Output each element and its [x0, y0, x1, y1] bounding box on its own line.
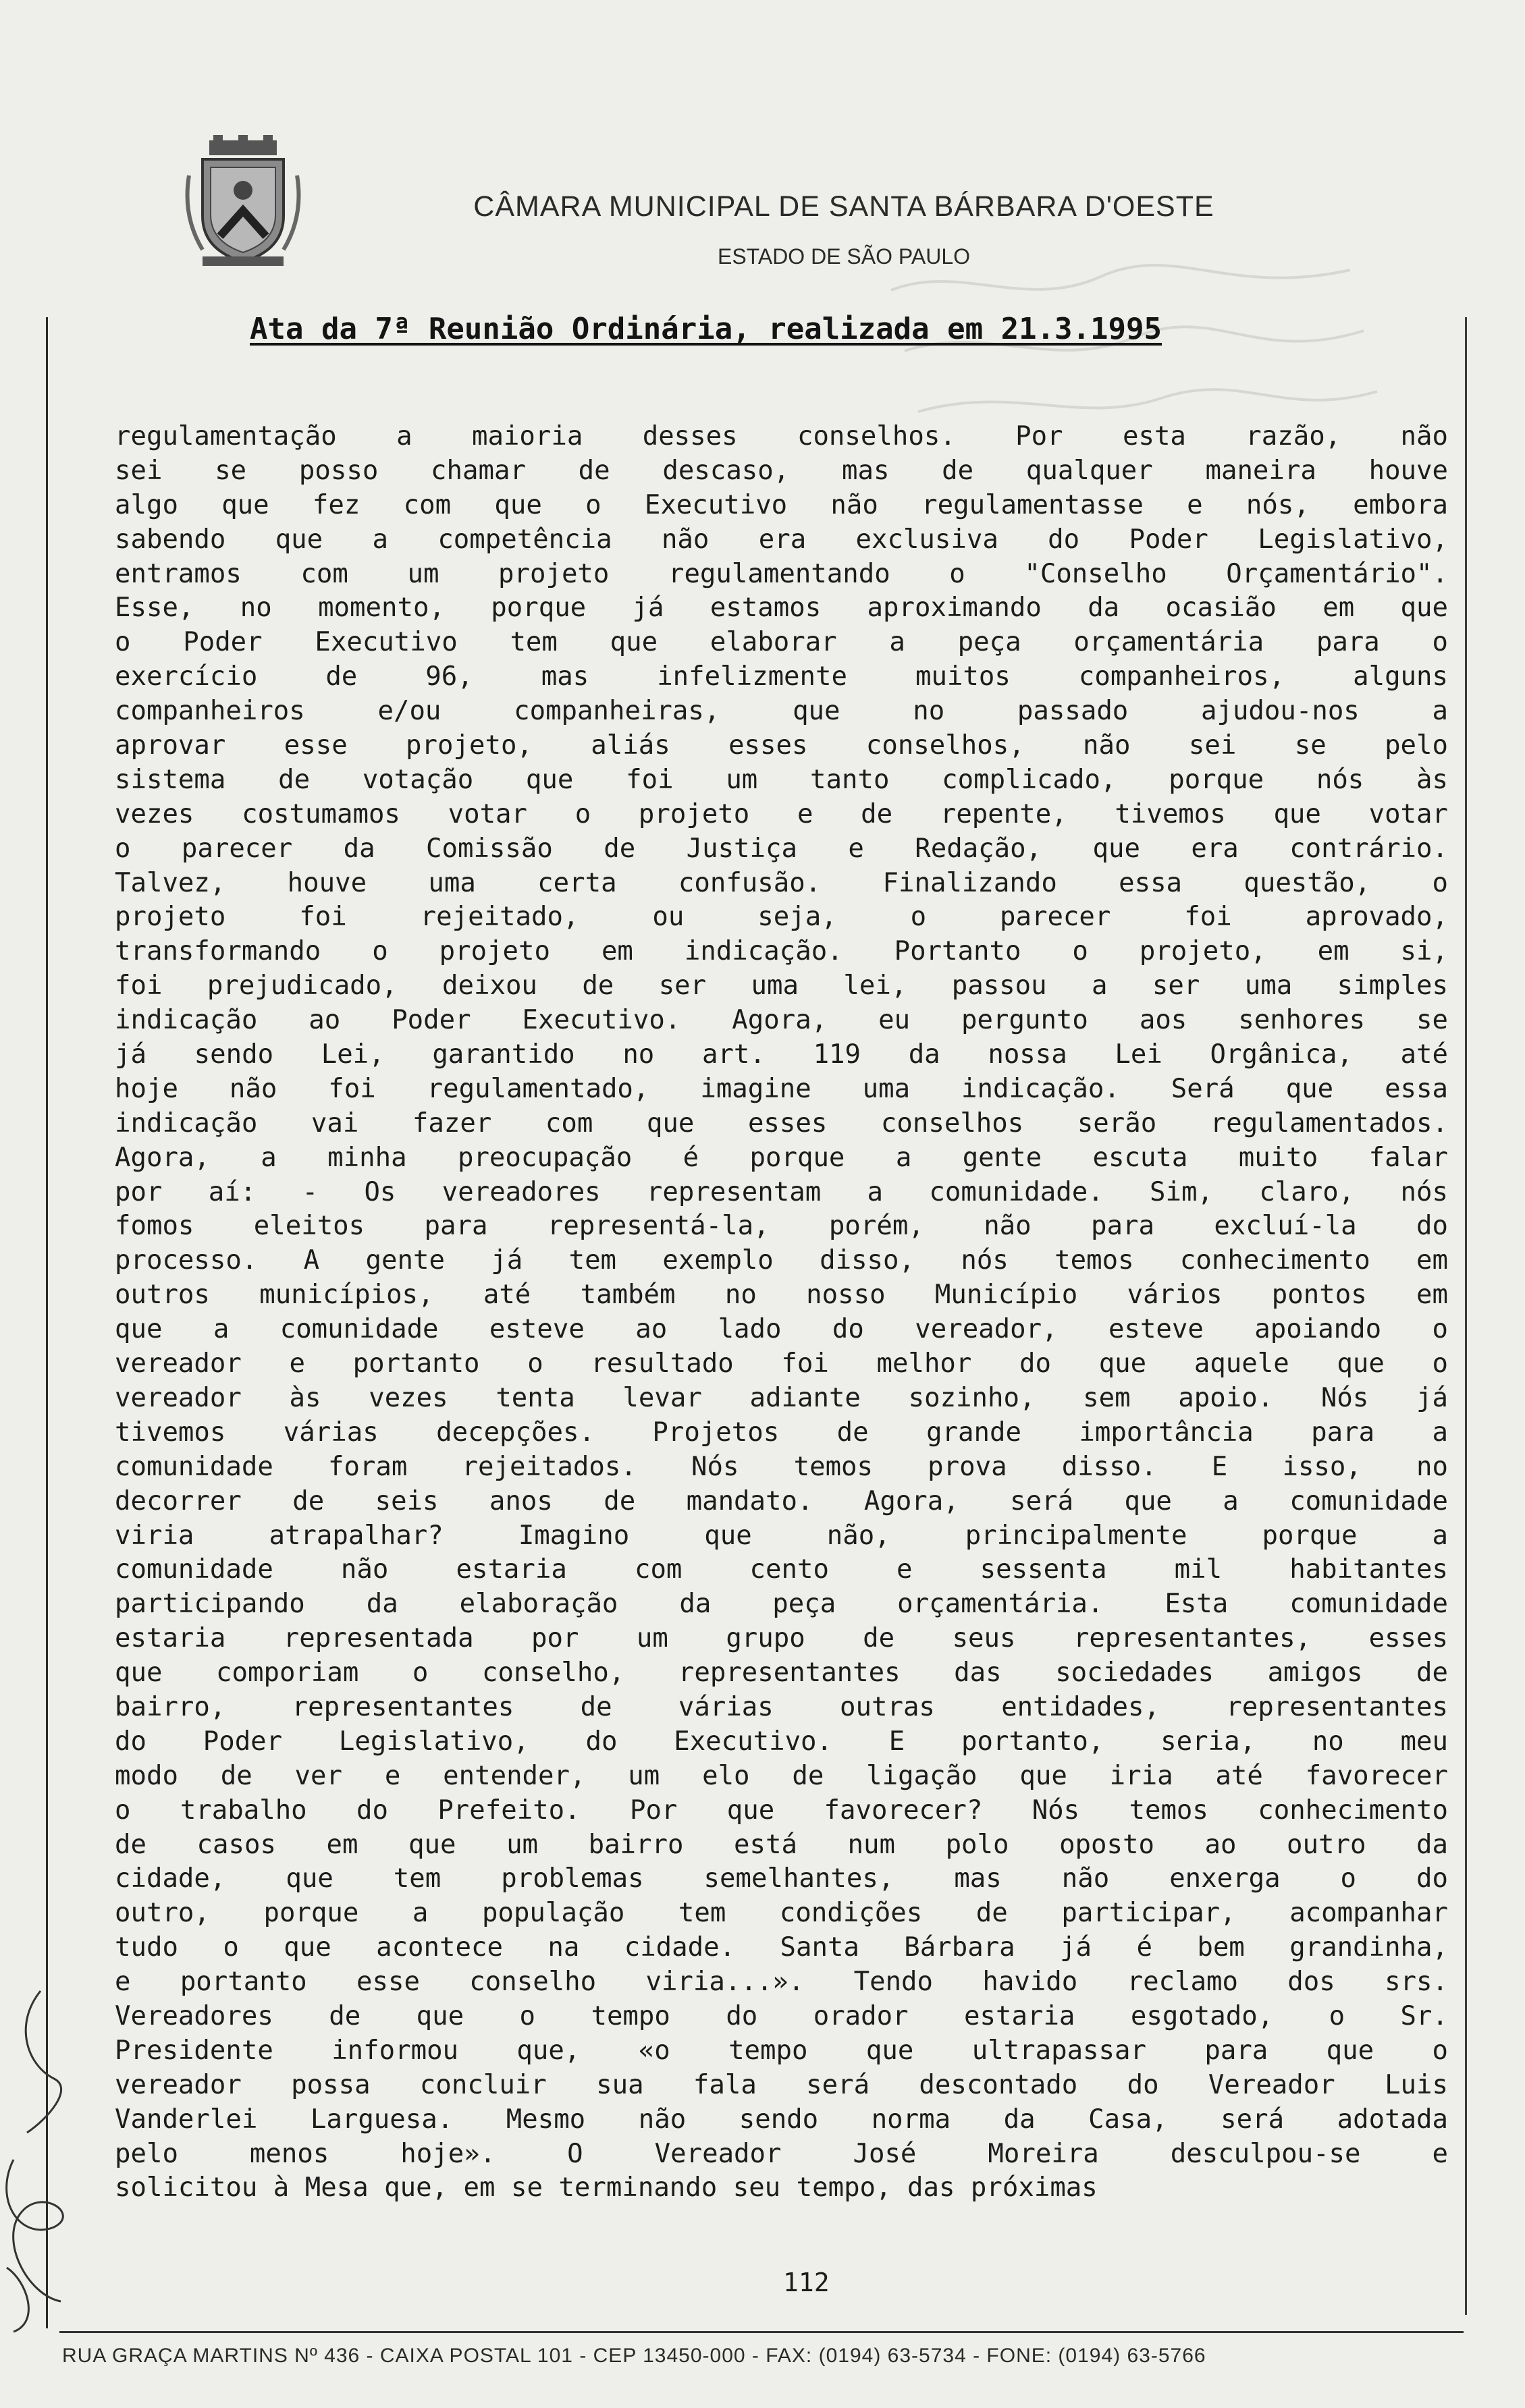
- text-line: solicitou à Mesa que, em se terminando seu tempo, das próximas: [115, 2172, 1098, 2204]
- text-line: foi prejudicado, deixou de ser uma lei, passou a ser uma simples: [115, 970, 1448, 1002]
- text-line: de casos em que um bairro está num polo oposto ao outro da: [115, 1829, 1448, 1860]
- text-line: decorrer de seis anos de mandato. Agora, será que a comunidade: [115, 1485, 1448, 1516]
- text-line: estaria representada por um grupo de seus representantes, esses: [115, 1623, 1448, 1654]
- text-line: companheiros e/ou companheiras, que no passado ajudou-nos a: [115, 696, 1448, 727]
- text-line: sei se posso chamar de descaso, mas de qualquer maneira houve: [115, 455, 1448, 486]
- text-line: outro, porque a população tem condições de participar, acompanhar: [115, 1898, 1448, 1929]
- footer-address: RUA GRAÇA MARTINS Nº 436 - CAIXA POSTAL 101 - CEP 13450-000 - FAX: (0194) 63-5734 - FONE: (0194) 63-5766: [62, 2345, 1206, 2367]
- text-line: comunidade não estaria com cento e sessenta mil habitantes: [115, 1554, 1448, 1585]
- text-line: indicação ao Poder Executivo. Agora, eu pergunto aos senhores se: [115, 1005, 1448, 1036]
- text-line: que comporiam o conselho, representantes das sociedades amigos de: [115, 1658, 1448, 1689]
- text-line: que a comunidade esteve ao lado do vereador, esteve apoiando o: [115, 1314, 1448, 1345]
- text-line: tudo o que acontece na cidade. Santa Bárbara já é bem grandinha,: [115, 1932, 1448, 1963]
- text-line: o trabalho do Prefeito. Por que favorecer? Nós temos conhecimento: [115, 1795, 1448, 1826]
- text-line: do Poder Legislativo, do Executivo. E portanto, seria, no meu: [115, 1726, 1448, 1757]
- text-line: o parecer da Comissão de Justiça e Redação, que era contrário.: [115, 833, 1448, 864]
- text-line: tivemos várias decepções. Projetos de grande importância para a: [115, 1417, 1448, 1448]
- footer-rule: [59, 2331, 1464, 2333]
- text-line: algo que fez com que o Executivo não regulamentasse e nós, embora: [115, 489, 1448, 520]
- text-line: exercício de 96, mas infelizmente muitos companheiros, alguns: [115, 661, 1448, 692]
- text-line: sabendo que a competência não era exclusiva do Poder Legislativo,: [115, 524, 1448, 555]
- text-line: Presidente informou que, «o tempo que ultrapassar para que o: [115, 2035, 1448, 2066]
- text-line: já sendo Lei, garantido no art. 119 da nossa Lei Orgânica, até: [115, 1039, 1448, 1070]
- text-line: vereador possa concluir sua fala será descontado do Vereador Luis: [115, 2069, 1448, 2100]
- text-line: e portanto esse conselho viria...». Tendo havido reclamo dos srs.: [115, 1967, 1448, 1998]
- minutes-title: Ata da 7ª Reunião Ordinária, realizada em 21.3.1995: [250, 312, 1162, 346]
- minutes-body-text: [115, 420, 1448, 2206]
- page-number: 112: [783, 2268, 830, 2297]
- text-line: outros municípios, até também no nosso Município vários pontos em: [115, 1280, 1448, 1311]
- text-line: Talvez, houve uma certa confusão. Finalizando essa questão, o: [115, 867, 1448, 898]
- text-line: Esse, no momento, porque já estamos aproximando da ocasião em que: [115, 593, 1448, 624]
- text-line: regulamentação a maioria desses conselhos. Por esta razão, não: [115, 421, 1448, 451]
- text-line: comunidade foram rejeitados. Nós temos prova disso. E isso, no: [115, 1451, 1448, 1482]
- text-line: por aí: - Os vereadores representam a comunidade. Sim, claro, nós: [115, 1176, 1448, 1207]
- institution-name: CÂMARA MUNICIPAL DE SANTA BÁRBARA D'OESTE: [473, 190, 1214, 223]
- text-line: indicação vai fazer com que esses conselhos serão regulamentados.: [115, 1107, 1448, 1139]
- text-line: aprovar esse projeto, aliás esses conselhos, não sei se pelo: [115, 730, 1448, 761]
- text-line: projeto foi rejeitado, ou seja, o parecer foi aprovado,: [115, 902, 1448, 933]
- text-line: Vanderlei Larguesa. Mesmo não sendo norma da Casa, será adotada: [115, 2104, 1448, 2135]
- margin-signature-icon: [0, 1984, 108, 2335]
- text-line: vereador e portanto o resultado foi melhor do que aquele que o: [115, 1348, 1448, 1379]
- text-line: Agora, a minha preocupação é porque a gente escuta muito falar: [115, 1142, 1448, 1173]
- text-line: fomos eleitos para representá-la, porém, não para excluí-la do: [115, 1211, 1448, 1242]
- text-line: o Poder Executivo tem que elaborar a peça orçamentária para o: [115, 627, 1448, 658]
- text-line: vereador às vezes tenta levar adiante sozinho, sem apoio. Nós já: [115, 1382, 1448, 1413]
- text-line: hoje não foi regulamentado, imagine uma indicação. Será que essa: [115, 1073, 1448, 1104]
- text-line: sistema de votação que foi um tanto complicado, porque nós às: [115, 764, 1448, 795]
- text-line: Vereadores de que o tempo do orador estaria esgotado, o Sr.: [115, 2000, 1448, 2031]
- text-line: viria atrapalhar? Imagino que não, principalmente porque a: [115, 1520, 1448, 1551]
- text-line: bairro, representantes de várias outras entidades, representantes: [115, 1691, 1448, 1722]
- text-line: processo. A gente já tem exemplo disso, nós temos conhecimento em: [115, 1245, 1448, 1276]
- text-line: modo de ver e entender, um elo de ligação que iria até favorecer: [115, 1760, 1448, 1791]
- text-line: participando da elaboração da peça orçamentária. Esta comunidade: [115, 1589, 1448, 1620]
- text-line: pelo menos hoje». O Vereador José Moreira desculpou-se e: [115, 2138, 1448, 2169]
- state-name: ESTADO DE SÃO PAULO: [717, 244, 970, 269]
- text-line: cidade, que tem problemas semelhantes, mas não enxerga o do: [115, 1863, 1448, 1894]
- right-margin-rule: [1465, 317, 1467, 2315]
- text-line: entramos com um projeto regulamentando o "Conselho Orçamentário".: [115, 558, 1448, 589]
- text-line: vezes costumamos votar o projeto e de repente, tivemos que votar: [115, 798, 1448, 829]
- text-line: transformando o projeto em indicação. Portanto o projeto, em si,: [115, 936, 1448, 967]
